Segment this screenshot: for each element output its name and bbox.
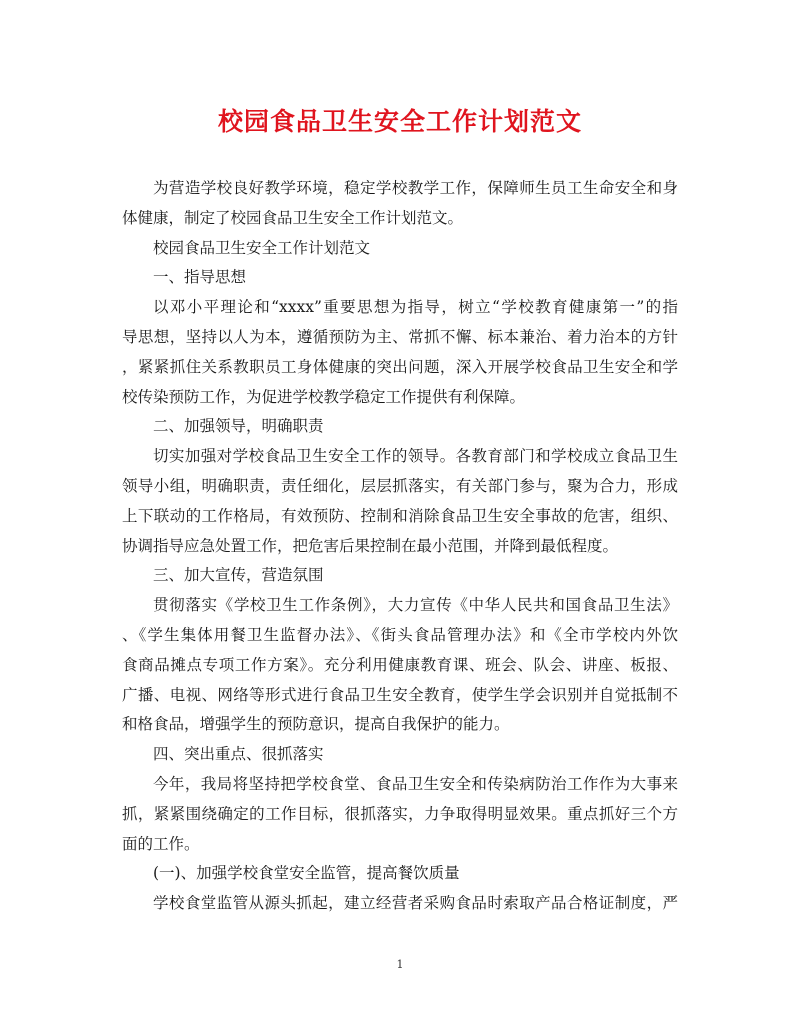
paragraph [122, 889, 678, 919]
paragraph-line: 二、加强领导，明确职责 [153, 417, 324, 436]
paragraph [122, 859, 678, 889]
paragraph-line: 校传染预防工作，为促进学校教学稳定工作提供有利保障。 [122, 387, 526, 406]
paragraph-line: 一、指导思想 [153, 268, 247, 287]
paragraph-line: (一)、加强学校食堂安全监管，提高餐饮质量 [153, 864, 460, 883]
paragraph-line: 上下联动的工作格局，有效预防、控制和消除食品卫生安全事故的危害，组织、 [122, 506, 678, 525]
paragraph-line: 领导小组，明确职责，责任细化，层层抓落实，有关部门参与，聚为合力，形成 [122, 476, 678, 495]
paragraph-line: 协调指导应急处置工作，把危害后果控制在最小范围，并降到最低程度。 [122, 536, 619, 555]
paragraph-line: 广播、电视、网络等形式进行食品卫生安全教育，使学生学会识别并自觉抵制不 [122, 685, 678, 704]
paragraph [122, 561, 678, 591]
paragraph [122, 442, 678, 561]
paragraph [122, 591, 678, 740]
paragraph-line: 贯彻落实《学校卫生工作条例》，大力宣传《中华人民共和国食品卫生法》 [153, 596, 678, 615]
paragraph [122, 740, 678, 770]
paragraph [122, 263, 678, 293]
paragraph [122, 412, 678, 442]
paragraph-line: 今年，我局将坚持把学校食堂、食品卫生安全和传染病防治工作作为大事来 [153, 774, 678, 793]
paragraph-line: 、《学生集体用餐卫生监督办法》、《街头食品管理办法》和《全市学校内外饮 [122, 625, 678, 644]
paragraph-line: 校园食品卫生安全工作计划范文 [153, 238, 371, 257]
paragraph-line: 三、加大宣传，营造氛围 [153, 566, 324, 585]
document-body [122, 174, 678, 919]
paragraph-line: 抓，紧紧围绕确定的工作目标，很抓落实，力争取得明显效果。重点抓好三个方 [122, 804, 678, 823]
paragraph-line: 导思想，坚持以人为本，遵循预防为主、常抓不懈、标本兼治、着力治本的方针 [122, 327, 678, 346]
paragraph [122, 770, 678, 859]
page-number: 1 [396, 958, 404, 971]
paragraph-line: 以邓小平理论和“xxxx”重要思想为指导，树立“学校教育健康第一”的指 [153, 298, 678, 317]
paragraph-line: ，紧紧抓住关系教职员工身体健康的突出问题，深入开展学校食品卫生安全和学 [122, 357, 678, 376]
paragraph-line: 和格食品，增强学生的预防意识，提高自我保护的能力。 [122, 715, 510, 734]
paragraph [122, 234, 678, 264]
paragraph [122, 174, 678, 234]
paragraph-line: 面的工作。 [122, 834, 200, 853]
paragraph-line: 食商品摊点专项工作方案》。充分利用健康教育课、班会、队会、讲座、板报、 [122, 655, 678, 674]
paragraph-line: 切实加强对学校食品卫生安全工作的领导。各教育部门和学校成立食品卫生 [153, 447, 678, 466]
paragraph-line: 体健康，制定了校园食品卫生安全工作计划范文。 [122, 208, 464, 227]
paragraph-line: 四、突出重点、很抓落实 [153, 745, 324, 764]
document-title: 校园食品卫生安全工作计划范文 [217, 107, 582, 136]
paragraph-line: 学校食堂监管从源头抓起，建立经营者采购食品时索取产品合格证制度，严 [153, 894, 678, 913]
paragraph [122, 293, 678, 412]
paragraph-line: 为营造学校良好教学环境，稳定学校教学工作，保障师生员工生命安全和身 [153, 179, 678, 197]
